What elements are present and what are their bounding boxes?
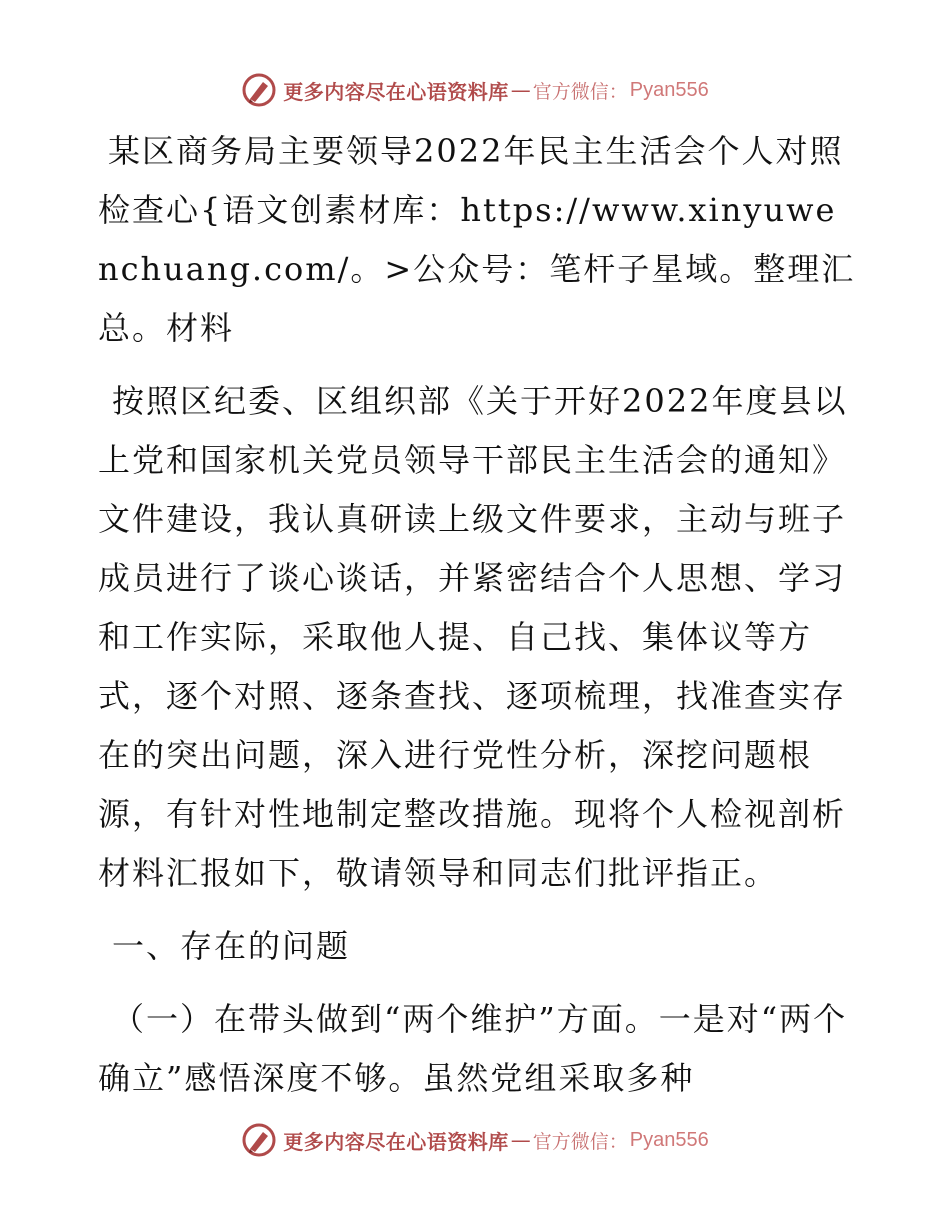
footer-wechat-id: Pyan556 [629, 1128, 709, 1151]
subsection-paragraph: （一）在带头做到“两个维护”方面。一是对“两个确立”感悟深度不够。虽然党组采取多种 [98, 1000, 848, 1097]
header-brand-text: 更多内容尽在心语资料库 [283, 79, 509, 104]
pen-circle-logo-icon [241, 1122, 277, 1158]
header-dash: — [510, 78, 531, 102]
footer-official-label: 官方微信： [532, 1130, 628, 1153]
footer-dash: — [510, 1128, 531, 1152]
header-banner [0, 68, 950, 112]
header-official-label: 官方微信： [532, 80, 628, 103]
document-title: 某区商务局主要领导2022年民主生活会个人对照检查心{语文创素材库：https://www.xinyuwenchuang.com/。>公众号：笔杆子星域。整理汇总。材料 [98, 132, 856, 347]
footer-banner [0, 1118, 950, 1162]
header-wechat-id: Pyan556 [629, 78, 709, 101]
intro-paragraph: 按照区纪委、区组织部《关于开好2022年度县以上党和国家机关党员领导干部民主生活会的通知》文件建设，我认真研读上级文件要求，主动与班子成员进行了谈心谈话，并紧密结合个人思想、学习和工作实际，采取他人提、自己找、集体议等方式，逐个对照、逐条查找、逐项梳理，找准查实存在的突出问题，深入进行党性分析，深挖问题根源，有针对性地制定整改措施。现将个人检视剖析材料汇报如下，敬请领导和同志们批评指正。 [98, 382, 848, 892]
footer-brand-text: 更多内容尽在心语资料库 [283, 1129, 509, 1154]
section-heading: 一、存在的问题 [112, 927, 351, 965]
pen-circle-logo-icon [241, 72, 277, 108]
document-body [98, 122, 858, 1108]
